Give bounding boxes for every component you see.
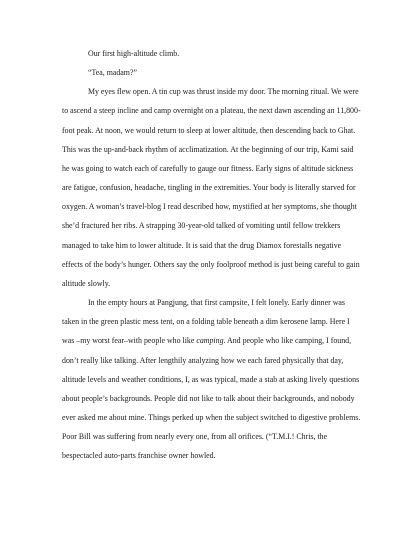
paragraph-1 xyxy=(62,44,362,63)
italic-word: camping xyxy=(196,336,224,346)
paragraph-4 xyxy=(62,293,362,465)
paragraph-3 xyxy=(62,82,362,293)
paragraph-2 xyxy=(62,63,362,82)
paragraph-text: “Tea, madam?” xyxy=(88,68,137,78)
body-text xyxy=(62,44,362,465)
paragraph-text: In the empty hours at Pangjung, that first campsite, I felt lonely. Early dinner was taken in the green plastic mess tent, on a folding table beneath a dim kerosene lamp. Here I was –my worst fear–with people who like xyxy=(62,298,350,346)
paragraph-text: Our first high-altitude climb. xyxy=(88,49,180,58)
paragraph-text: My eyes flew open. A tin cup was thrust inside my door. The morning ritual. We were to ascend a steep incline and camp overnight on a plateau, the next dawn ascending an 11,800-foot peak. At noon, we would return to sleep at lower altitude, then descending back to Ghat. This was the up-and-back rhythm of acclimatization. At the beginning of our trip, Kami said he was going to watch each of carefully to gauge our fitness. Early signs of altitude sickness are fatigue, confusion, headache, tingling in the extremities. Your body is literally starved for oxygen. A woman’s travel-blog I read described how, mystified at her symptoms, she thought she’d fractured her ribs. A strapping 30-year-old talked of vomiting until fellow trekkers managed to take him to lower altitude. It is said that the drug Diamox forestalls negative effects of the body’s hunger. Others say the only foolproof method is just being careful to gain altitude slowly. xyxy=(62,87,361,288)
paragraph-text: . And people who like camping, I found, don’t really like talking. After lengthily analyzing how we each fared physically that day, altitude levels and weather conditions, I, as was typical, made a stab at asking lively questions about people’s backgrounds. People did not like to talk about their backgrounds, and nobody ever asked me about mine. Things perked up when the subject switched to digestive problems. Poor Bill was suffering from nearly every one, from all orifices. (“T.M.I.! Chris, the bespectacled auto-parts franchise owner howled. xyxy=(62,336,361,461)
